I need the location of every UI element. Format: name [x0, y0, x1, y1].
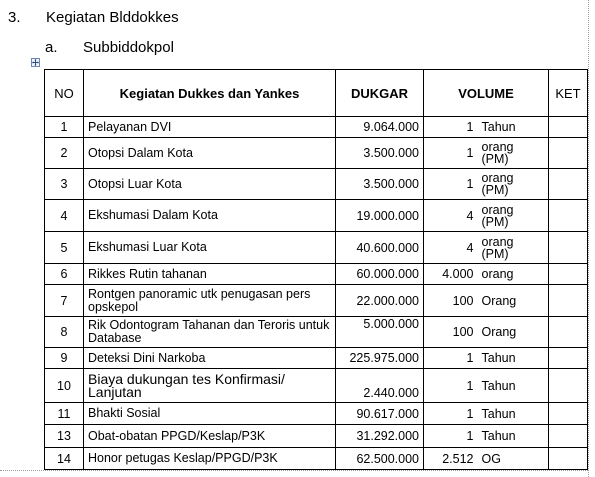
table-row [45, 403, 588, 425]
cell-unit: Orang [478, 285, 549, 317]
cell-unit: orang (PM) [478, 169, 549, 200]
cell-unit: Orang [478, 317, 549, 348]
cell-volume: 1 [424, 425, 478, 448]
cell-dukgar: 60.000.000 [336, 264, 424, 285]
cell-unit: Tahun [478, 369, 549, 403]
cell-ket [549, 448, 588, 470]
cell-no: 13 [45, 425, 84, 448]
cell-ket [549, 425, 588, 448]
cell-kegiatan: Ekshumasi Luar Kota [84, 232, 336, 264]
cell-dukgar: 31.292.000 [336, 425, 424, 448]
cell-ket [549, 285, 588, 317]
table-row [45, 285, 588, 317]
header-volume: VOLUME [424, 70, 549, 117]
cell-unit: Tahun [478, 117, 549, 138]
cell-volume: 4 [424, 232, 478, 264]
cell-kegiatan: Bhakti Sosial [84, 403, 336, 425]
cell-unit: orang [478, 264, 549, 285]
page-margin-guide [588, 0, 589, 477]
table-header-row [45, 70, 588, 117]
cell-ket [549, 117, 588, 138]
subsection-title: Subbiddokpol [83, 39, 174, 56]
cell-no: 6 [45, 264, 84, 285]
cell-kegiatan: Honor petugas Keslap/PPGD/P3K [84, 448, 336, 470]
cell-unit: orang (PM) [478, 200, 549, 232]
cell-no: 2 [45, 138, 84, 169]
cell-dukgar: 225.975.000 [336, 348, 424, 369]
cell-ket [549, 348, 588, 369]
table-row [45, 348, 588, 369]
cell-volume: 4 [424, 200, 478, 232]
cell-volume: 100 [424, 317, 478, 348]
cell-ket [549, 138, 588, 169]
table-row [45, 369, 588, 403]
activities-table [44, 69, 588, 470]
cell-dukgar: 3.500.000 [336, 169, 424, 200]
cell-no: 8 [45, 317, 84, 348]
cell-dukgar: 9.064.000 [336, 117, 424, 138]
table-row [45, 169, 588, 200]
table-row [45, 232, 588, 264]
cell-volume: 1 [424, 138, 478, 169]
cell-no: 3 [45, 169, 84, 200]
move-cross-icon[interactable] [31, 58, 40, 67]
cell-kegiatan: Rontgen panoramic utk penugasan pers opskepol [84, 285, 336, 317]
table-row [45, 200, 588, 232]
cell-no: 11 [45, 403, 84, 425]
cell-volume: 1 [424, 348, 478, 369]
cell-kegiatan: Pelayanan DVI [84, 117, 336, 138]
table-row [45, 264, 588, 285]
cell-dukgar: 62.500.000 [336, 448, 424, 470]
cell-no: 5 [45, 232, 84, 264]
cell-volume: 2.512 [424, 448, 478, 470]
cell-volume: 1 [424, 117, 478, 138]
cell-dukgar: 19.000.000 [336, 200, 424, 232]
section-number: 3. [8, 9, 21, 26]
cell-unit: OG [478, 448, 549, 470]
cell-dukgar: 90.617.000 [336, 403, 424, 425]
section-title: Kegiatan Blddokkes [46, 9, 179, 26]
cell-volume: 1 [424, 369, 478, 403]
cell-kegiatan: Ekshumasi Dalam Kota [84, 200, 336, 232]
header-dukgar: DUKGAR [336, 70, 424, 117]
cell-dukgar: 3.500.000 [336, 138, 424, 169]
table-row [45, 448, 588, 470]
cell-dukgar: 40.600.000 [336, 232, 424, 264]
cell-kegiatan: Deteksi Dini Narkoba [84, 348, 336, 369]
cell-ket [549, 403, 588, 425]
cell-kegiatan: Biaya dukungan tes Konfirmasi/ Lanjutan [84, 369, 336, 403]
cell-kegiatan: Rik Odontogram Tahanan dan Teroris untuk Database [84, 317, 336, 348]
cell-kegiatan: Obat-obatan PPGD/Keslap/P3K [84, 425, 336, 448]
cell-volume: 1 [424, 169, 478, 200]
cell-kegiatan: Otopsi Dalam Kota [84, 138, 336, 169]
table-row [45, 317, 588, 348]
subsection-letter: a. [45, 39, 58, 56]
cell-no: 4 [45, 200, 84, 232]
page-bottom-guide [0, 470, 588, 471]
cell-no: 10 [45, 369, 84, 403]
header-kegiatan: Kegiatan Dukkes dan Yankes [84, 70, 336, 117]
cell-no: 7 [45, 285, 84, 317]
cell-volume: 1 [424, 403, 478, 425]
cell-no: 9 [45, 348, 84, 369]
cell-dukgar: 2.440.000 [336, 369, 424, 403]
cell-unit: Tahun [478, 425, 549, 448]
header-ket: KET [549, 70, 588, 117]
cell-unit: orang (PM) [478, 232, 549, 264]
cell-ket [549, 369, 588, 403]
table-row [45, 117, 588, 138]
cell-kegiatan: Otopsi Luar Kota [84, 169, 336, 200]
cell-unit: orang (PM) [478, 138, 549, 169]
cell-ket [549, 200, 588, 232]
table-row [45, 425, 588, 448]
cell-no: 14 [45, 448, 84, 470]
cell-dukgar: 22.000.000 [336, 285, 424, 317]
cell-unit: Tahun [478, 348, 549, 369]
cell-ket [549, 169, 588, 200]
table-row [45, 138, 588, 169]
cell-unit: Tahun [478, 403, 549, 425]
cell-dukgar: 5.000.000 [336, 317, 424, 348]
header-no: NO [45, 70, 84, 117]
cell-kegiatan: Rikkes Rutin tahanan [84, 264, 336, 285]
cell-ket [549, 264, 588, 285]
cell-no: 1 [45, 117, 84, 138]
cell-volume: 100 [424, 285, 478, 317]
cell-ket [549, 317, 588, 348]
cell-volume: 4.000 [424, 264, 478, 285]
cell-ket [549, 232, 588, 264]
